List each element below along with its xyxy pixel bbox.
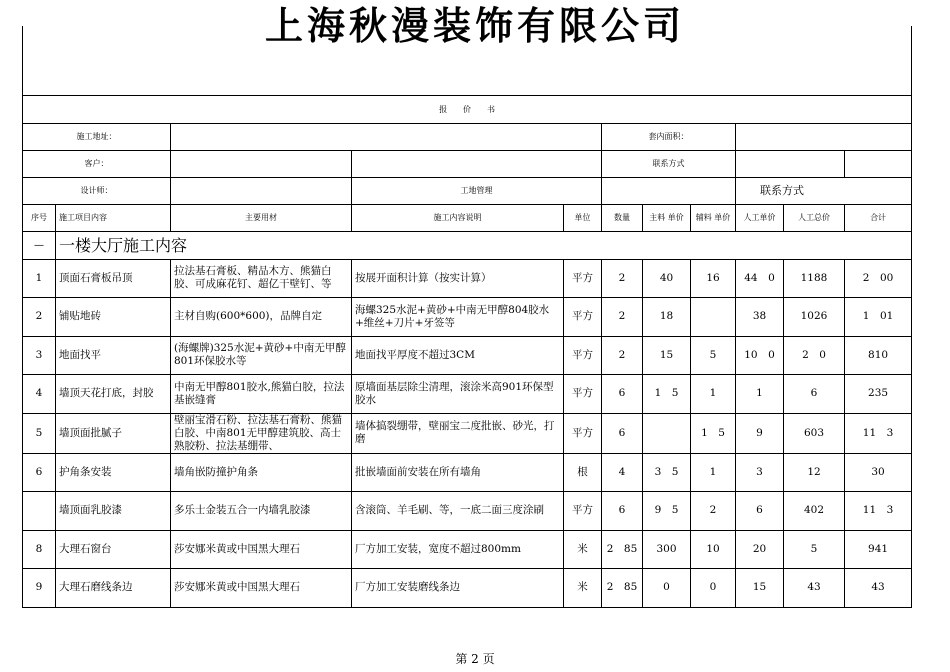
row-no: 5 [23,413,56,453]
row-main-price: 0 [643,569,691,608]
row-unit: 米 [564,569,602,608]
row-labor-price: 44 0 [736,259,784,298]
row-no: 8 [23,530,56,569]
row-main-price: 1 5 [643,375,691,414]
row-unit: 平方 [564,413,602,453]
site-value [171,123,602,150]
row-main-price [643,413,691,453]
row-total: 941 [845,530,912,569]
row-total: 11 3 [845,413,912,453]
row-desc: 含滚筒、羊毛刷、等，一底二面三度涂刷 [352,492,564,531]
table-row [23,453,912,492]
row-aux-price: 1 [691,375,736,414]
col-desc: 施工内容说明 [352,204,564,231]
client-value [171,150,352,177]
row-labor-total: 6 [784,375,845,414]
row-aux-price: 5 [691,336,736,375]
row-main-price: 300 [643,530,691,569]
designer-label: 设计师： [23,177,171,204]
row-no: 1 [23,259,56,298]
contact-label: 联系方式 [602,150,736,177]
row-labor-total: 2 0 [784,336,845,375]
table-row [23,569,912,608]
row-aux-price [691,298,736,337]
row-total: 235 [845,375,912,414]
row-labor-total: 5 [784,530,845,569]
row-item: 大理石磨线条边 [56,569,171,608]
row-main-price: 9 5 [643,492,691,531]
row-item: 顶面石膏板吊顶 [56,259,171,298]
row-unit: 平方 [564,375,602,414]
table-row [23,375,912,414]
row-qty: 2 [602,336,643,375]
row-unit: 平方 [564,492,602,531]
client-extra [352,150,602,177]
designer-value [171,177,352,204]
company-name: 上海秋漫装饰有限公司 [264,4,685,48]
client-label: 客户： [23,150,171,177]
row-material: 墙角嵌防撞护角条 [171,453,352,492]
site-manager-label: 工地管理 [352,177,602,204]
contact-value [736,150,845,177]
table-row [23,492,912,531]
row-labor-price: 9 [736,413,784,453]
row-labor-total: 402 [784,492,845,531]
section-title: 一楼大厅施工内容 [56,231,912,259]
row-unit: 米 [564,530,602,569]
row-labor-total: 43 [784,569,845,608]
row-material: 莎安娜米黄或中国黑大理石 [171,530,352,569]
row-unit: 根 [564,453,602,492]
col-labor-price: 人工单价 [736,204,784,231]
row-unit: 平方 [564,298,602,337]
col-main-price: 主料 单价 [643,204,691,231]
col-labor-total: 人工总价 [784,204,845,231]
row-labor-total: 603 [784,413,845,453]
row-aux-price: 10 [691,530,736,569]
info-row-designer [23,177,912,204]
doc-title: 报 价 书 [23,95,912,123]
row-material: 拉法基石膏板、精品木方、熊猫白胶、可成麻花钉、超亿干壁钉、等 [171,259,352,298]
area-value [736,123,912,150]
row-desc: 海螺325水泥+黄砂+中南无甲醇804胶水+维丝+刀片+牙签等 [352,298,564,337]
row-desc: 原墙面基层除尘清理，滚涂米高901环保型胶水 [352,375,564,414]
table-row [23,259,912,298]
table-row [23,413,912,453]
blank-banner-row [23,26,912,95]
row-labor-price: 20 [736,530,784,569]
row-labor-total: 12 [784,453,845,492]
area-label: 套内面积： [602,123,736,150]
row-material: (海螺牌)325水泥+黄砂+中南无甲醇801环保胶水等 [171,336,352,375]
table-row [23,530,912,569]
row-total: 2 00 [845,259,912,298]
column-header-row [23,204,912,231]
row-desc: 厂方加工安装，宽度不超过800mm [352,530,564,569]
row-no: 4 [23,375,56,414]
row-main-price: 15 [643,336,691,375]
row-material: 中南无甲醇801胶水,熊猫白胶，拉法基嵌缝膏 [171,375,352,414]
row-item: 护角条安装 [56,453,171,492]
col-total: 合计 [845,204,912,231]
row-qty: 6 [602,492,643,531]
row-labor-price: 15 [736,569,784,608]
row-material: 壁丽宝滑石粉、拉法基石膏粉、熊猫白胶、中南801无甲醇建筑胶、高士熟胶粉、拉法基绷带、 [171,413,352,453]
row-unit: 平方 [564,336,602,375]
row-material: 莎安娜米黄或中国黑大理石 [171,569,352,608]
row-desc: 厂方加工安装磨线条边 [352,569,564,608]
section-row [23,231,912,259]
row-no: 3 [23,336,56,375]
contact-extra [845,150,912,177]
row-labor-price: 6 [736,492,784,531]
site-label: 施工地址： [23,123,171,150]
doc-title-row [23,95,912,123]
row-qty: 2 [602,298,643,337]
row-labor-price: 3 [736,453,784,492]
row-qty: 2 85 [602,530,643,569]
row-labor-price: 10 0 [736,336,784,375]
row-total: 1 01 [845,298,912,337]
section-no: — [23,231,56,259]
row-item: 大理石窗台 [56,530,171,569]
row-desc: 地面找平厚度不超过3CM [352,336,564,375]
row-total: 11 3 [845,492,912,531]
row-no: 2 [23,298,56,337]
col-no: 序号 [23,204,56,231]
row-main-price: 40 [643,259,691,298]
row-qty: 6 [602,375,643,414]
row-labor-total: 1026 [784,298,845,337]
row-desc: 按展开面积计算（按实计算） [352,259,564,298]
row-total: 43 [845,569,912,608]
quotation-table [22,26,912,608]
row-labor-total: 1188 [784,259,845,298]
row-aux-price: 16 [691,259,736,298]
row-unit: 平方 [564,259,602,298]
col-material: 主要用材 [171,204,352,231]
row-desc: 批嵌墙面前安装在所有墙角 [352,453,564,492]
row-labor-price: 1 [736,375,784,414]
col-item: 施工项目内容 [56,204,171,231]
page-number: 第 2 页 [455,652,495,666]
table-row [23,336,912,375]
row-item: 墙顶面批腻子 [56,413,171,453]
row-qty: 2 85 [602,569,643,608]
col-aux-price: 辅料 单价 [691,204,736,231]
row-qty: 6 [602,413,643,453]
row-main-price: 18 [643,298,691,337]
row-material: 多乐士金装五合一内墙乳胶漆 [171,492,352,531]
contact-label-2: 联系方式 [736,177,912,204]
row-aux-price: 1 [691,453,736,492]
site-manager-value [602,177,736,204]
info-row-site [23,123,912,150]
row-aux-price: 0 [691,569,736,608]
row-desc: 墙体搞裂绷带，壁丽宝二度批嵌、砂光，打磨 [352,413,564,453]
row-item: 地面找平 [56,336,171,375]
row-labor-price: 38 [736,298,784,337]
row-qty: 2 [602,259,643,298]
row-item: 铺贴地砖 [56,298,171,337]
row-no: 9 [23,569,56,608]
row-aux-price: 2 [691,492,736,531]
col-qty: 数量 [602,204,643,231]
row-item: 墙顶天花打底，封胶 [56,375,171,414]
item-rows [23,259,912,607]
row-qty: 4 [602,453,643,492]
col-unit: 单位 [564,204,602,231]
row-material: 主材自购(600*600)，品牌自定 [171,298,352,337]
table-row [23,298,912,337]
row-aux-price: 1 5 [691,413,736,453]
row-no: 6 [23,453,56,492]
info-row-client [23,150,912,177]
row-total: 30 [845,453,912,492]
row-total: 810 [845,336,912,375]
row-item: 墙顶面乳胶漆 [56,492,171,531]
row-main-price: 3 5 [643,453,691,492]
row-no [23,492,56,531]
